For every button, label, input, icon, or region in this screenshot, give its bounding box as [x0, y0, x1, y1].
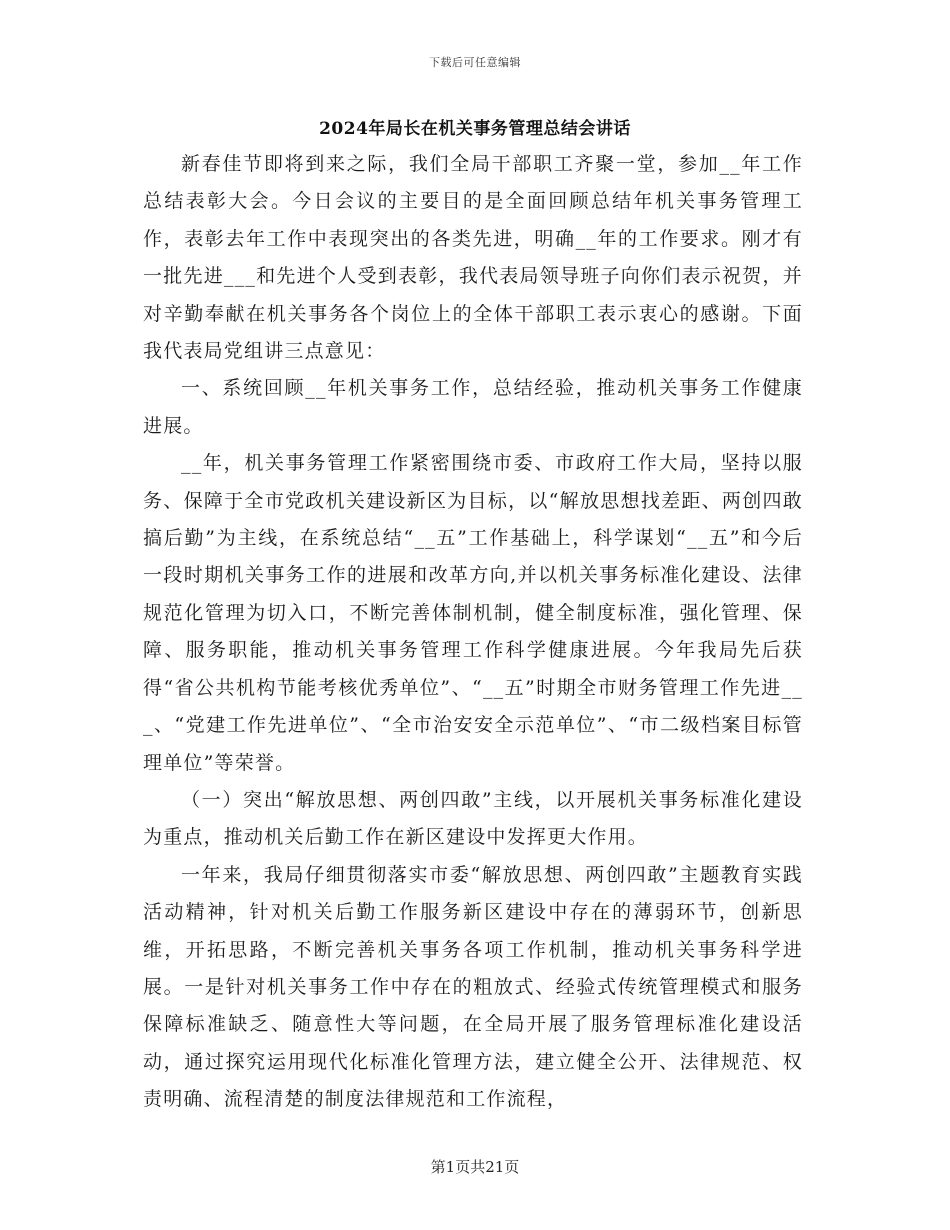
page-number: 第1页共21页 [430, 1158, 520, 1176]
paragraph-opening: 新春佳节即将到来之际，我们全局干部职工齐聚一堂，参加__年工作总结表彰大会。今日会议的主要目的是全面回顾总结年机关事务管理工作，表彰去年工作中表现突出的各类先进，明确__年的工作要求。刚才有一批先进___和先进个人受到表彰，我代表局领导班子向你们表示祝贺，并对辛勤奉献在机关事务各个岗位上的全体干部职工表示衷心的感谢。下面我代表局党组讲三点意见： [143, 153, 803, 363]
document-body [143, 146, 803, 1119]
paragraph-section-1-body: __年，机关事务管理工作紧密围绕市委、市政府工作大局，坚持以服务、保障于全市党政机关建设新区为目标，以“解放思想找差距、两创四敢搞后勤”为主线，在系统总结“__五”工作基础上，科学谋划“__五”和今后一段时期机关事务工作的进展和改革方向,并以机关事务标准化建设、法律规范化管理为切入口，不断完善体制机制，健全制度标准，强化管理、保障、服务职能，推动机关事务管理工作科学健康进展。今年我局先后获得“省公共机构节能考核优秀单位”、“__五”时期全市财务管理工作先进___、“党建工作先进单位”、“全市治安安全示范单位”、“市二级档案目标管理单位”等荣誉。 [143, 452, 803, 774]
header-note: 下载后可任意编辑 [429, 56, 521, 69]
document-title: 2024年局长在机关事务管理总结会讲话 [319, 119, 631, 139]
paragraph-subsection-1-heading: （一）突出“解放思想、两创四敢”主线，以开展机关事务标准化建设为重点，推动机关后勤工作在新区建设中发挥更大作用。 [143, 788, 803, 849]
paragraph-section-1-heading: 一、系统回顾__年机关事务工作，总结经验，推动机关事务工作健康进展。 [143, 377, 803, 437]
paragraph-subsection-1-body: 一年来，我局仔细贯彻落实市委“解放思想、两创四敢”主题教育实践活动精神，针对机关后勤工作服务新区建设中存在的薄弱环节，创新思维，开拓思路，不断完善机关事务各项工作机制，推动机关事务科学进展。一是针对机关事务工作中存在的粗放式、经验式传统管理模式和服务保障标准缺乏、随意性大等问题，在全局开展了服务管理标准化建设活动，通过探究运用现代化标准化管理方法，建立健全公开、法律规范、权责明确、流程清楚的制度法律规范和工作流程， [143, 863, 803, 1111]
